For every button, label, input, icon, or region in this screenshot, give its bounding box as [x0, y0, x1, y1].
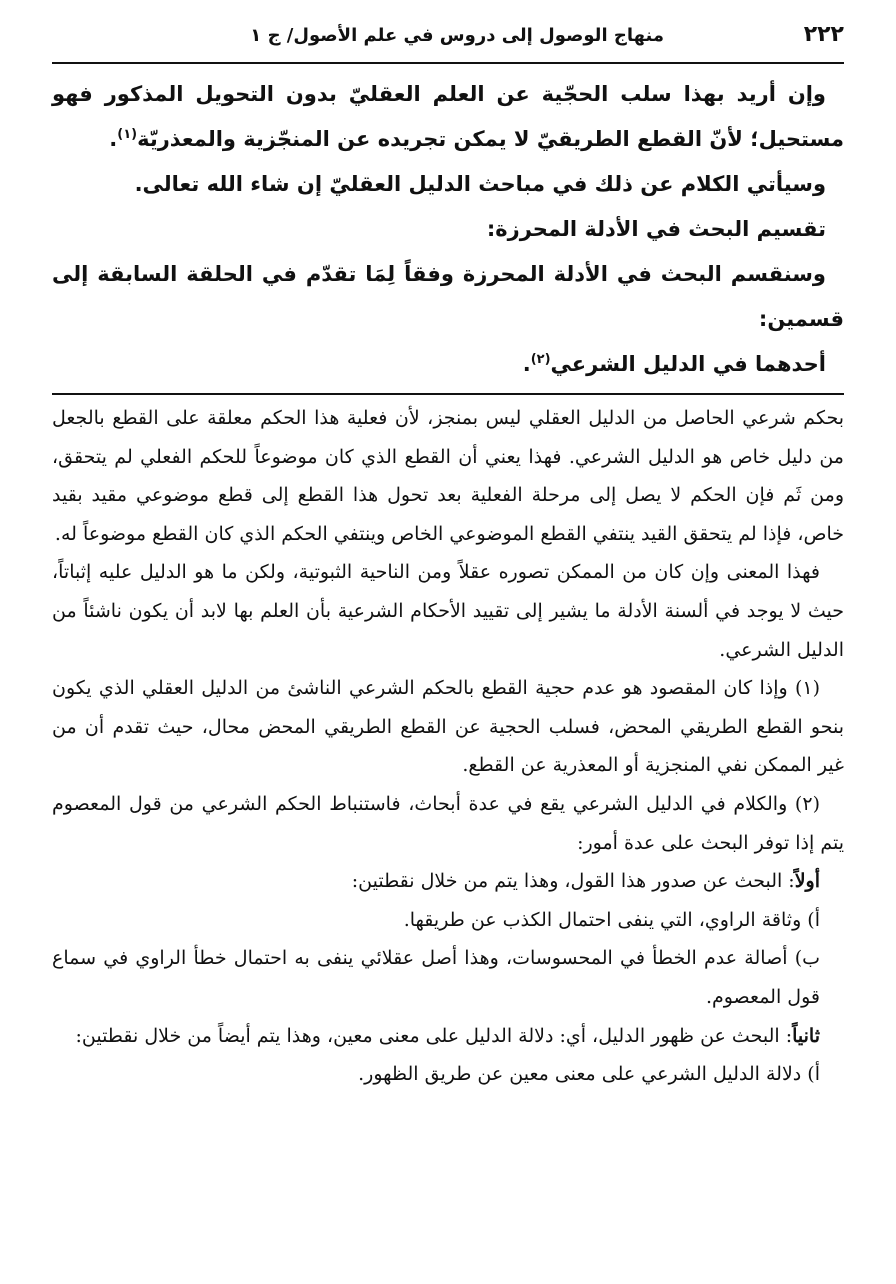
point-label: ثانياً	[792, 1024, 820, 1047]
footnote-subpoint: ب) أصالة عدم الخطأ في المحسوسات، وهذا أصل عقلائي ينفى به احتمال خطأ الراوي في سماع قول المعصوم.	[52, 947, 820, 1008]
footnote-continuation: فهذا المعنى وإن كان من الممكن تصوره عقلاً ومن الناحية الثبوتية، ولكن ما هو الدليل عليه إثباتاً، حيث لا يوجد في ألسنة الأدلة ما يشير إلى تقييد الأحكام الشرعية بأن العلم بها لابد أن يكون ناشئاً من الدليل الشرعي.	[52, 561, 844, 661]
point-text: : البحث عن ظهور الدليل، أي: دلالة الدليل على معنى معين، وهذا يتم أيضاً من خلال نقطتين:	[75, 1024, 793, 1047]
footnote-point	[52, 1017, 844, 1056]
paragraph-end: .	[522, 352, 531, 376]
section-heading: تقسيم البحث في الأدلة المحرزة:	[486, 217, 826, 241]
footnote-2: (٢) والكلام في الدليل الشرعي يقع في عدة أبحاث، فاستنباط الحكم الشرعي من قول المعصوم يتم إذا توفر البحث على عدة أمور:	[52, 792, 844, 854]
main-paragraph: وسيأتي الكلام عن ذلك في مباحث الدليل العقليّ إن شاء الله تعالى.	[134, 172, 826, 196]
footnote-subpoint: أ) دلالة الدليل الشرعي على معنى معين عن طريق الظهور.	[358, 1063, 820, 1086]
main-paragraph: وسنقسم البحث في الأدلة المحرزة وفقاً لِمَا تقدّم في الحلقة السابقة إلى قسمين:	[52, 262, 844, 331]
footnote-ref[interactable]: (١)	[117, 127, 138, 142]
main-paragraph	[52, 342, 844, 387]
paragraph-end: .	[109, 127, 118, 151]
point-label: أولاً	[794, 870, 820, 893]
footnote-continuation: بحكم شرعي الحاصل من الدليل العقلي ليس بمنجز، لأن فعلية هذا الحكم معلقة على القطع بالجعل من دليل خاص هو الدليل الشرعي. فهذا يعني أن القطع الذي كان موضوعاً للحكم الفعلي لم يتحقق، ومن ثَم فإن الحكم لا يصل إلى مرحلة الفعلية بعد تحول هذا القطع إلى قطع موضوعي مقيد بقيد خاص، فإذا لم يتحقق القيد ينتفي القطع الموضوعي الخاص وينتفي الحكم الذي كان القطع موضوعاً له.	[52, 407, 844, 545]
book-title: منهاج الوصول إلى دروس في علم الأصول/ ج ١	[250, 25, 664, 46]
paragraph-text: وإن أريد بهذا سلب الحجّية عن العلم العقليّ بدون التحويل المذكور فهو مستحيل؛ لأنّ القطع الطريقيّ لا يمكن تجريده عن المنجّزية والمعذريّة	[52, 82, 844, 151]
footnote-subpoint: أ) وثاقة الراوي، التي ينفى احتمال الكذب عن طريقها.	[403, 908, 820, 931]
footnote-separator	[52, 393, 844, 395]
footnote-point	[52, 862, 844, 901]
main-paragraph	[52, 72, 844, 162]
main-text	[52, 72, 844, 387]
footnote-ref[interactable]: (٢)	[530, 352, 551, 367]
book-page	[52, 22, 844, 1094]
paragraph-text: أحدهما في الدليل الشرعي	[550, 352, 826, 376]
point-text: : البحث عن صدور هذا القول، وهذا يتم من خلال نقطتين:	[351, 870, 795, 893]
page-number: ٢٢٢	[803, 22, 844, 47]
footnote-1: (١) وإذا كان المقصود هو عدم حجية القطع بالحكم الشرعي الناشئ من الدليل العقلي الذي يكون بنحو القطع الطريقي المحض، فسلب الحجية عن القطع الطريقي المحض محال، حيث تقدم أن من غير الممكن نفي المنجزية أو المعذرية عن القطع.	[52, 677, 844, 777]
footnotes	[52, 399, 844, 1094]
page-header	[52, 22, 844, 64]
